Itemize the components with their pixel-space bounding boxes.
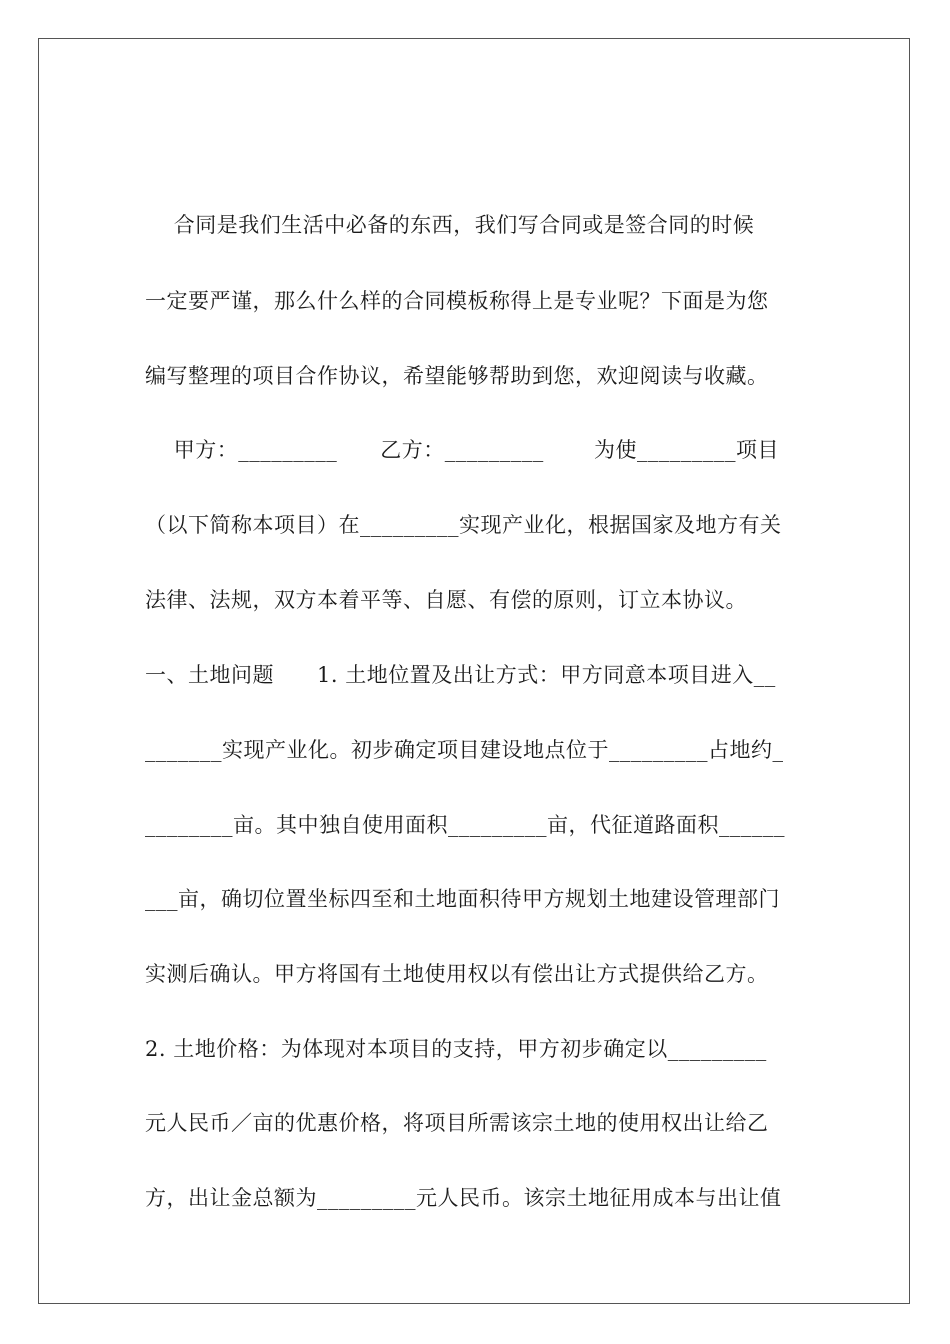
paragraph-line: ___亩，确切位置坐标四至和土地面积待甲方规划土地建设管理部门 bbox=[145, 887, 780, 911]
paragraph-line: ________亩。其中独自使用面积_________亩，代征道路面积______ bbox=[145, 813, 785, 837]
paragraph-line: 方，出让金总额为_________元人民币。该宗土地征用成本与出让值 bbox=[145, 1186, 782, 1210]
paragraph-line: _______实现产业化。初步确定项目建设地点位于_________占地约_ bbox=[145, 738, 784, 762]
paragraph-line: 元人民币／亩的优惠价格，将项目所需该宗土地的使用权出让给乙 bbox=[145, 1111, 769, 1135]
paragraph-line: 实测后确认。甲方将国有土地使用权以有偿出让方式提供给乙方。 bbox=[145, 962, 769, 986]
paragraph-line: 编写整理的项目合作协议，希望能够帮助到您，欢迎阅读与收藏。 bbox=[145, 364, 769, 388]
paragraph-line: （以下简称本项目）在_________实现产业化，根据国家及地方有关 bbox=[145, 513, 782, 537]
paragraph-line: 法律、法规，双方本着平等、自愿、有偿的原则，订立本协议。 bbox=[145, 588, 747, 612]
paragraph-line: 合同是我们生活中必备的东西，我们写合同或是签合同的时候 bbox=[145, 213, 755, 237]
paragraph-line: 甲方：_________ 乙方：_________ 为使_________项目 bbox=[145, 438, 779, 462]
paragraph-line: 一、土地问题 1. 土地位置及出让方式：甲方同意本项目进入__ bbox=[145, 663, 776, 687]
paragraph-line: 一定要严谨，那么什么样的合同模板称得上是专业呢？下面是为您 bbox=[145, 289, 769, 313]
paragraph-line: 2. 土地价格：为体现对本项目的支持，甲方初步确定以_________ bbox=[145, 1037, 767, 1061]
